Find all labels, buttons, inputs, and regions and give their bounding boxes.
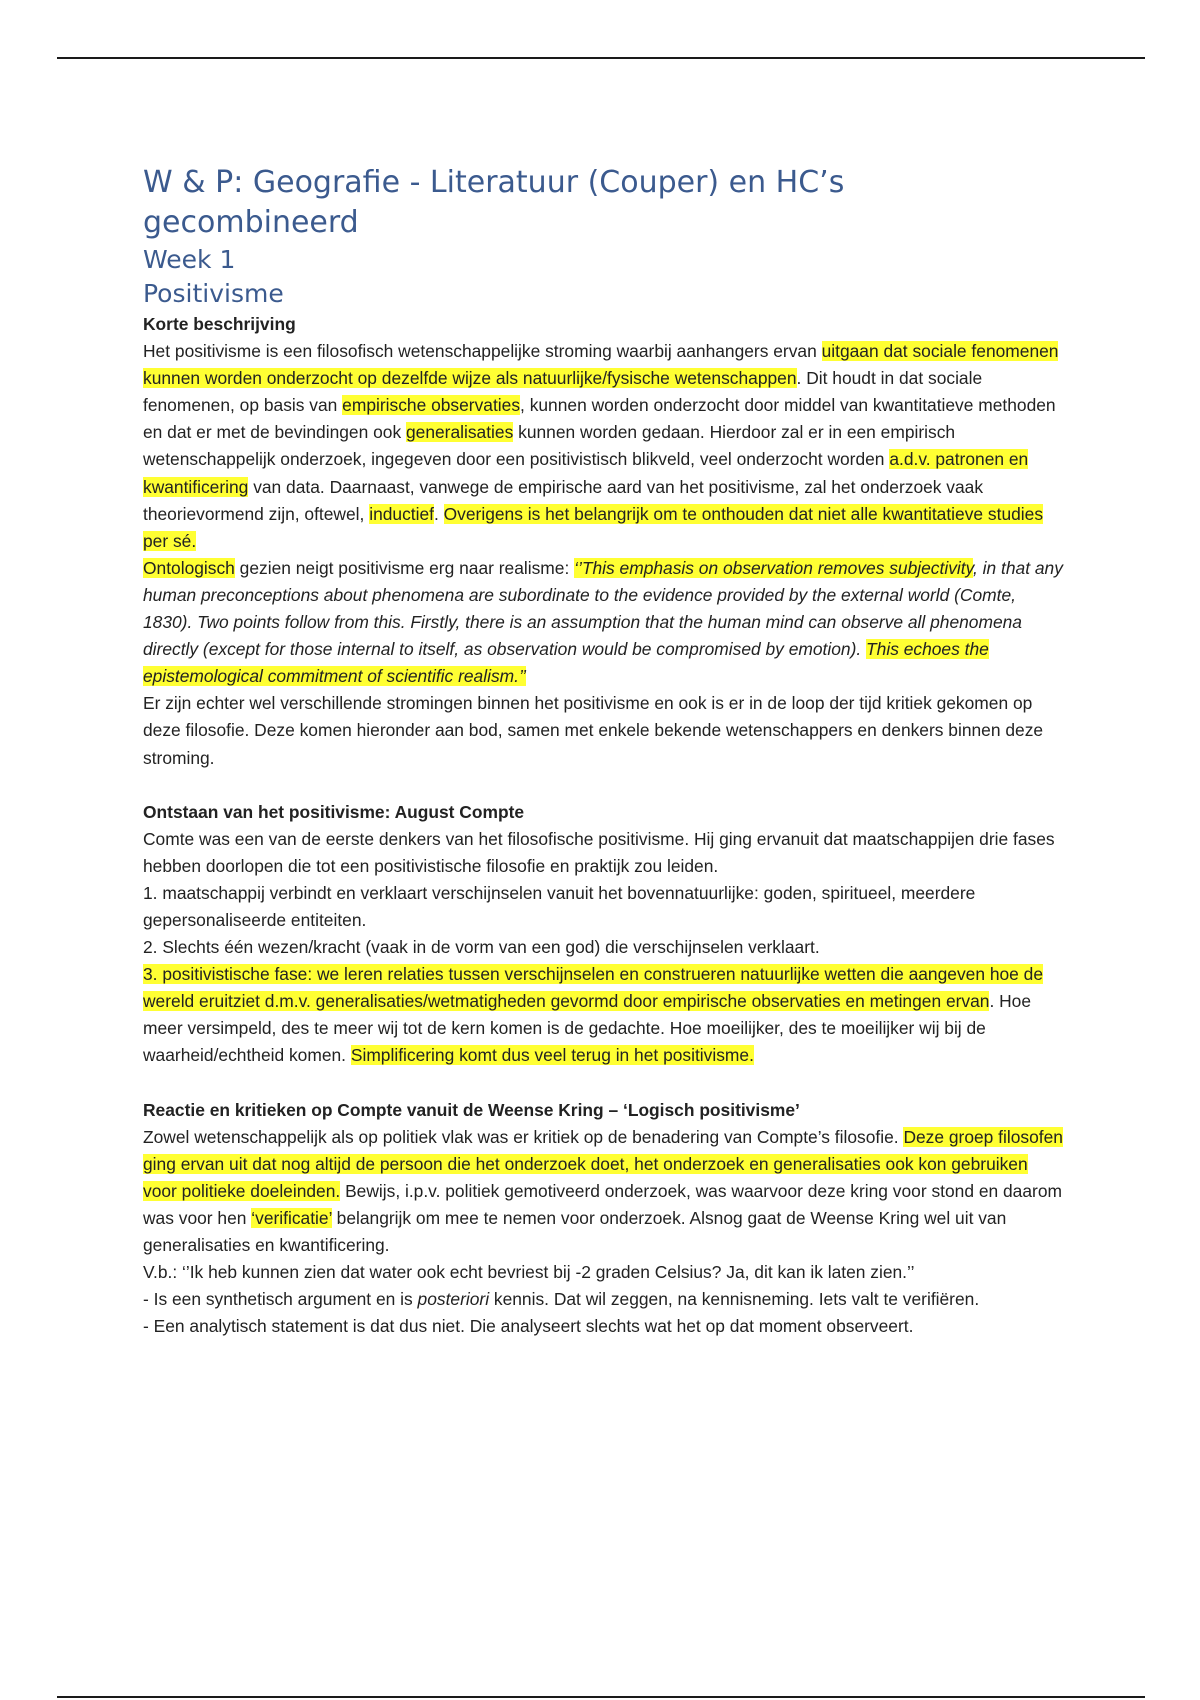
text-run: van data. Daarnaast, vanwege de empirische aard van het positivisme, zal het onderzoek vaak theorievormend zijn, oftewel, xyxy=(143,476,984,524)
text-run: 1. maatschappij verbindt en verklaart verschijnselen vanuit het bovennatuurlijke: goden, spiritueel, meerdere gepersonaliseerde entiteiten. xyxy=(143,882,976,930)
text-run: Comte was een van de eerste denkers van het filosofische positivisme. Hij ging ervanuit dat maatschappijen drie fases hebben doorlopen die tot een positivistische filosofie en praktijk zou leiden. xyxy=(143,828,1055,876)
document-title: W & P: Geografie - Literatuur (Couper) en HC’s gecombineerd xyxy=(143,165,845,240)
text-run: gezien neigt positivisme erg naar realisme: xyxy=(234,557,575,578)
highlighted-text: ‘’This emphasis on observation removes subjectivity xyxy=(574,557,973,578)
highlighted-text: uitgaan dat sociale fenomenen kunnen worden onderzocht op dezelfde wijze als natuurlijke/fysische wetenschappen xyxy=(143,341,1059,389)
paragraph xyxy=(143,690,1063,771)
spacer xyxy=(143,772,1063,799)
text-run: , kunnen worden onderzocht door middel van kwantitatieve methoden en dat er met de bevindingen ook xyxy=(143,395,1056,443)
paragraph xyxy=(143,826,1063,880)
text-run: belangrijk om mee te nemen voor onderzoek. Alsnog gaat de Weense Kring wel uit van generalisaties en kwantificering. xyxy=(143,1207,1007,1255)
highlighted-text: generalisaties xyxy=(405,422,514,443)
heading-topic: Positivisme xyxy=(143,279,284,308)
document-body xyxy=(143,163,1063,1340)
highlighted-text: inductief xyxy=(369,503,434,524)
text-run: , in that any human preconceptions about phenomena are subordinate to the evidence provided by the external world (Comte, 1830). Two points follow from this. Firstly, there is an assumption that the human mind can observe all phenomena directly (except for those internal to itself, as observation would be compromised by emotion). xyxy=(143,557,1063,660)
highlighted-text: This echoes the epistemological commitment of scientific realism.’’ xyxy=(143,639,989,687)
text-run: 2. Slechts één wezen/kracht (vaak in de vorm van een god) die verschijnselen verklaart. xyxy=(143,937,820,958)
highlighted-text: ‘verificatie’ xyxy=(251,1207,332,1228)
page-top-rule xyxy=(57,57,1145,59)
list-item xyxy=(143,880,1063,934)
section-heading-ontstaan: Ontstaan van het positivisme: August Compte xyxy=(143,801,525,822)
text-run: . Dit houdt in dat sociale fenomenen, op basis van xyxy=(143,368,983,416)
text-run: kennis. Dat wil zeggen, na kennisneming. Iets valt te verifiëren. xyxy=(489,1289,980,1310)
paragraph xyxy=(143,338,1063,555)
highlighted-text: 3. positivistische fase: we leren relaties tussen verschijnselen en construeren natuurlijke wetten die aangeven hoe de wereld eruitziet d.m.v. generalisaties/wetmatigheden gevormd door empirische observaties en metingen ervan xyxy=(143,964,1044,1012)
paragraph xyxy=(143,1124,1063,1259)
highlighted-text: empirische observaties xyxy=(342,395,521,416)
paragraph xyxy=(143,1286,1063,1313)
paragraph xyxy=(143,1259,1063,1286)
text-run: posteriori xyxy=(417,1289,490,1310)
text-run: Er zijn echter wel verschillende stromingen binnen het positivisme en ook is er in de loop der tijd kritiek gekomen op deze filosofie. Deze komen hieronder aan bod, samen met enkele bekende wetenschappers en denkers binnen deze stroming. xyxy=(143,693,1044,768)
text-run: V.b.: ‘’Ik heb kunnen zien dat water ook echt bevriest bij -2 graden Celsius? Ja, dit kan ik laten zien.’’ xyxy=(143,1262,915,1283)
list-item xyxy=(143,934,1063,961)
highlighted-text: Ontologisch xyxy=(143,557,235,578)
text-run: . xyxy=(433,503,444,524)
text-run: - Is een synthetisch argument en is xyxy=(143,1289,418,1310)
highlighted-text: a.d.v. patronen en kwantificering xyxy=(143,449,1029,497)
highlighted-text: Deze groep filosofen ging ervan uit dat nog altijd de persoon die het onderzoek doet, het onderzoek en generalisaties ook kon gebruiken voor politieke doeleinden. xyxy=(143,1126,1063,1201)
paragraph xyxy=(143,555,1063,690)
section-heading-korte-beschrijving: Korte beschrijving xyxy=(143,314,296,334)
paragraph xyxy=(143,1313,1063,1340)
page-bottom-rule xyxy=(57,1696,1145,1698)
list-item xyxy=(143,961,1063,1069)
section-heading-weense-kring: Reactie en kritieken op Compte vanuit de Weense Kring – ‘Logisch positivisme’ xyxy=(143,1099,800,1120)
text-run: . Hoe meer versimpeld, des te meer wij tot de kern komen is de gedachte. Hoe moeilijker, des te moeilijker wij bij de waarheid/echtheid komen. xyxy=(143,991,1032,1066)
heading-week: Week 1 xyxy=(143,245,236,274)
spacer xyxy=(143,1070,1063,1097)
text-run: - Een analytisch statement is dat dus niet. Die analyseert slechts wat het op dat moment observeert. xyxy=(143,1316,914,1337)
highlighted-text: Simplificering komt dus veel terug in het positivisme. xyxy=(350,1045,754,1066)
text-run: Bewijs, i.p.v. politiek gemotiveerd onderzoek, was waarvoor deze kring voor stond en daarom was voor hen xyxy=(143,1180,1062,1228)
text-run: kunnen worden gedaan. Hierdoor zal er in een empirisch wetenschappelijk onderzoek, ingegeven door een positivistisch blikveld, veel onderzocht worden xyxy=(143,422,956,470)
text-run: Zowel wetenschappelijk als op politiek vlak was er kritiek op de benadering van Compte’s filosofie. xyxy=(143,1126,904,1147)
highlighted-text: Overigens is het belangrijk om te onthouden dat niet alle kwantitatieve studies per sé. xyxy=(143,503,1044,551)
text-run: Het positivisme is een filosofisch wetenschappelijke stroming waarbij aanhangers ervan xyxy=(143,341,822,362)
